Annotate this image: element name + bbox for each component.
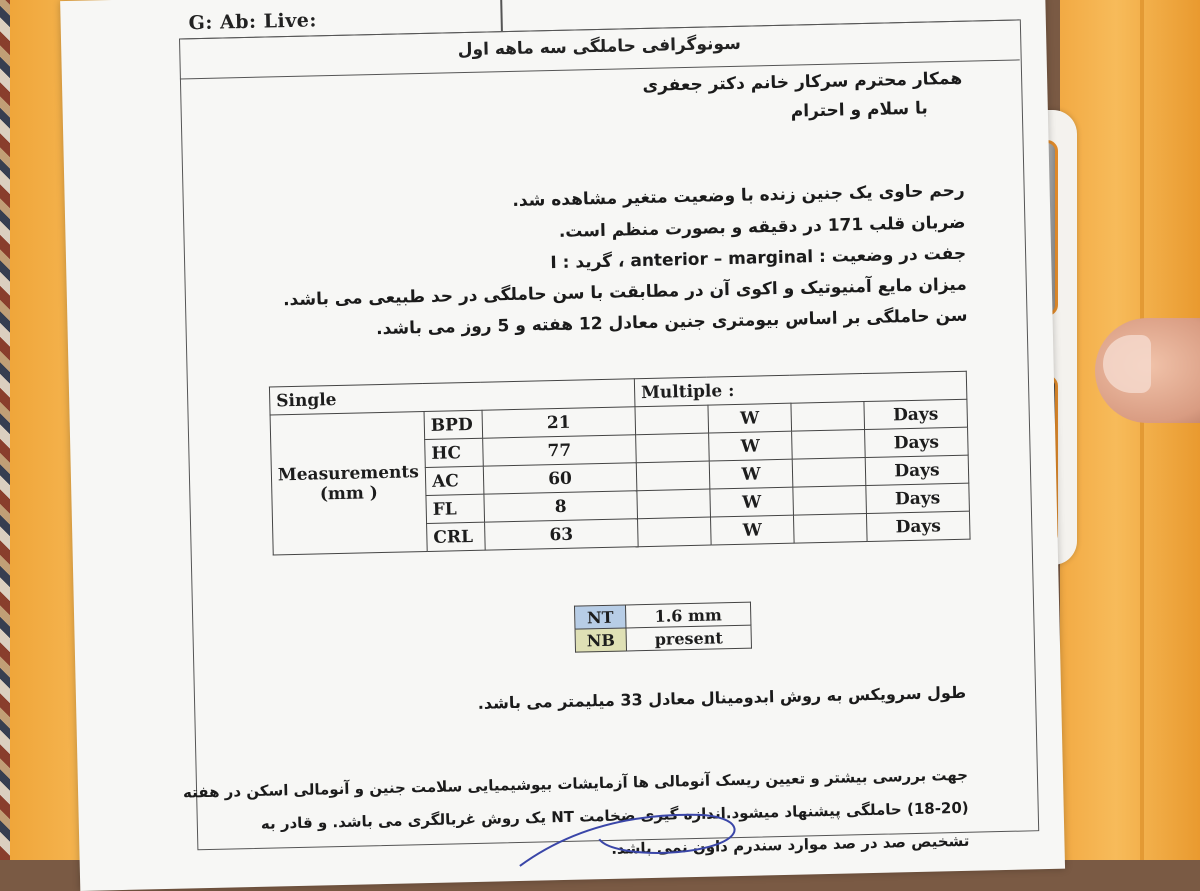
value-cell: 8 bbox=[484, 491, 638, 522]
nt-key-cell: NT bbox=[574, 605, 626, 629]
blank-cell bbox=[635, 405, 709, 435]
days-cell: Days bbox=[866, 483, 970, 513]
finding-uterus: رحم حاوی یک جنین زنده با وضعیت متغیر مشاهده شد. bbox=[512, 180, 965, 211]
finding-gestational-age: سن حاملگی بر اساس بیومتری جنین معادل 12 هفته و 5 روز می باشد. bbox=[375, 305, 968, 340]
weeks-cell: W bbox=[709, 459, 793, 489]
days-cell: Days bbox=[865, 427, 969, 457]
nt-nb-table bbox=[574, 602, 752, 653]
signature bbox=[509, 805, 770, 871]
measurements-table bbox=[269, 371, 971, 556]
single-header: Single bbox=[269, 379, 634, 415]
param-cell: AC bbox=[425, 466, 484, 495]
param-cell: HC bbox=[425, 438, 484, 467]
param-cell: FL bbox=[426, 494, 485, 523]
blank-cell bbox=[636, 461, 710, 491]
blank-cell bbox=[791, 402, 865, 432]
finding-placenta: جفت در وضعیت : anterior – marginal ، گرید : I bbox=[550, 243, 967, 274]
weeks-cell: W bbox=[710, 515, 794, 545]
measurements-label: Measurements bbox=[277, 461, 420, 485]
param-cell: BPD bbox=[424, 410, 483, 439]
table-row bbox=[575, 625, 751, 652]
report-sheet bbox=[60, 0, 1065, 891]
cervix-length: طول سرویکس به روش ابدومینال معادل 33 میلیمتر می باشد. bbox=[477, 682, 967, 713]
greeting-line-2: با سلام و احترام bbox=[790, 98, 929, 122]
blank-cell bbox=[792, 430, 866, 460]
measurements-group-label bbox=[270, 412, 427, 555]
greeting-line-1: همکار محترم سرکار خانم دکتر جعفری bbox=[642, 68, 963, 96]
note-line-3: تشخیص صد در صد موارد سندرم داون نمی باشد. bbox=[611, 831, 970, 858]
blank-cell bbox=[636, 433, 710, 463]
report-title: سونوگرافی حاملگی سه ماهه اول bbox=[457, 33, 742, 61]
blank-cell bbox=[793, 486, 867, 516]
folder-cover-right bbox=[1060, 0, 1200, 860]
note-line-1: جهت بررسی بیشتر و تعیین ریسک آنومالی ها آزمایشات بیوشیمیایی سلامت جنین و آنومالی اسکن در هفته bbox=[182, 765, 969, 802]
value-cell: 77 bbox=[483, 435, 637, 466]
value-cell: 21 bbox=[482, 407, 636, 438]
multiple-header: Multiple : bbox=[634, 371, 967, 407]
days-cell: Days bbox=[864, 399, 968, 429]
finding-heart-rate: ضربان قلب 171 در دقیقه و بصورت منظم است. bbox=[558, 212, 966, 242]
blank-cell bbox=[637, 489, 711, 519]
nt-value-cell: 1.6 mm bbox=[625, 602, 750, 628]
weeks-cell: W bbox=[710, 487, 794, 517]
finding-amniotic-fluid: میزان مایع آمنیوتیک و اکوی آن در مطابقت با سن حاملگی در حد طبیعی می باشد. bbox=[282, 274, 968, 311]
nb-value-cell: present bbox=[626, 625, 751, 651]
weeks-cell: W bbox=[708, 403, 792, 433]
blank-cell bbox=[792, 458, 866, 488]
days-cell: Days bbox=[866, 511, 970, 541]
weeks-cell: W bbox=[709, 431, 793, 461]
folder-edge bbox=[1140, 0, 1144, 860]
value-cell: 60 bbox=[483, 463, 637, 494]
g-ab-live-label: G: Ab: Live: bbox=[188, 9, 318, 35]
blank-cell bbox=[637, 517, 711, 547]
measurements-unit: (mm ) bbox=[319, 482, 379, 504]
param-cell: CRL bbox=[427, 522, 486, 551]
note-line-2: (18-20) حاملگی پیشنهاد میشود.اندازه گیری ضخامت NT یک روش غربالگری می باشد. و قادر به bbox=[260, 798, 969, 833]
days-cell: Days bbox=[865, 455, 969, 485]
blank-cell bbox=[793, 514, 867, 544]
value-cell: 63 bbox=[485, 519, 639, 550]
nb-key-cell: NB bbox=[575, 628, 627, 652]
